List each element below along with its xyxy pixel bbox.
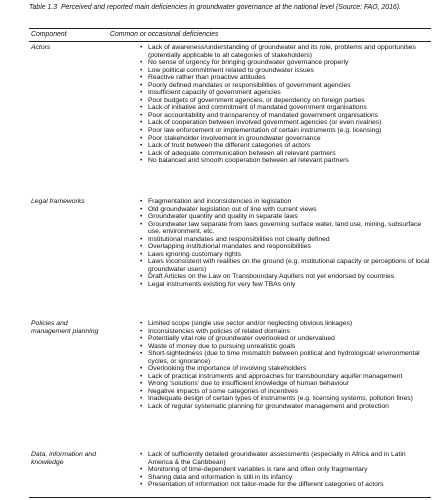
item-text: No sense of urgency for bringing groundwater governance properly — [148, 59, 349, 67]
list-item — [140, 281, 430, 289]
bullet-icon: • — [140, 395, 143, 403]
item-text: Old groundwater legislation out of line with current views — [148, 205, 317, 213]
item-text: Lack of initiative and commitment of mandated government organisations — [148, 104, 367, 112]
list-item — [140, 328, 430, 336]
item-text: Lack of practical instruments and approaches for transboundary aquifer management — [148, 372, 403, 380]
column-header-component: Component — [31, 31, 67, 38]
bullet-icon: • — [140, 372, 143, 380]
item-text: Institutional mandates and responsibilities not clearly defined — [148, 235, 330, 243]
bullet-icon: • — [140, 142, 143, 150]
deficiency-list — [140, 198, 430, 289]
list-item — [140, 474, 430, 482]
deficiency-list — [140, 451, 430, 489]
list-item — [140, 67, 430, 75]
bullet-icon: • — [140, 119, 143, 127]
item-text: Negative impacts of some categories of incentives — [148, 387, 299, 395]
component-label: Actors — [31, 44, 51, 51]
bullet-icon: • — [140, 44, 143, 51]
item-text: Presentation of information not tailor-made for the different categories of actors — [148, 481, 384, 489]
item-text: Monitoring of time-dependent variables is rare and often only fragmentary — [148, 466, 368, 474]
list-item — [140, 258, 430, 273]
list-item — [140, 97, 430, 105]
item-text: Groundwater law separate from laws governing surface water, land use, mining, subsurface use, environment, etc. — [148, 220, 422, 236]
item-text: No balanced and smooth cooperation between all relevant partners — [148, 157, 349, 165]
header-rule — [29, 41, 431, 42]
list-item — [140, 150, 430, 158]
item-text: Low political commitment related to groundwater issues — [148, 66, 314, 74]
bullet-icon: • — [140, 89, 143, 97]
list-item — [140, 451, 430, 466]
list-item — [140, 273, 430, 281]
list-item — [140, 213, 430, 221]
bullet-icon: • — [140, 365, 143, 373]
list-item — [140, 380, 430, 388]
bullet-icon: • — [140, 74, 143, 82]
bullet-icon: • — [140, 281, 143, 289]
item-text: Groundwater quantity and quality in separate laws — [148, 213, 298, 221]
item-text: Lack of adequate communication between all relevant partners — [148, 149, 336, 157]
bullet-icon: • — [140, 327, 143, 335]
bullet-icon: • — [140, 387, 143, 395]
list-item — [140, 236, 430, 244]
list-item — [140, 365, 430, 373]
list-item — [140, 74, 430, 82]
list-item — [140, 350, 430, 365]
item-text: Laws inconsistent with realities on the ground (e.g. institutional capacity or perceptions of local groundwater users) — [148, 258, 430, 273]
bullet-icon: • — [140, 320, 143, 327]
deficiency-list — [140, 44, 430, 165]
component-label: Data, information and knowledge — [31, 451, 96, 466]
list-item — [140, 373, 430, 381]
item-text: Lack of awareness/understanding of groundwater and its role, problems and opportunities (potentially applicable to all categories of stakeholders) — [148, 44, 416, 59]
item-text: Poor budgets of government agencies, or dependency on foreign parties — [148, 96, 365, 104]
item-text: Legal instruments existing for very few TBAs only — [148, 281, 296, 289]
list-item — [140, 243, 430, 251]
bottom-rule — [29, 497, 431, 498]
item-text: Fragmentation and inconsistencies in legislation — [148, 198, 292, 205]
component-label: Policies and management planning — [31, 320, 99, 335]
column-header-deficiencies: Common or occasional deficiencies — [110, 31, 219, 38]
table-number: Table 1.3 — [29, 4, 58, 11]
item-text: Reactive rather than proactive attitudes — [148, 74, 266, 82]
bullet-icon: • — [140, 205, 143, 213]
list-item — [140, 135, 430, 143]
item-text: Waste of money due to pursuing unrealistic goals — [148, 342, 296, 350]
bullet-icon: • — [140, 273, 143, 281]
bullet-icon: • — [140, 342, 143, 350]
bullet-icon: • — [140, 157, 143, 165]
bullet-icon: • — [140, 235, 143, 243]
component-label: Legal frameworks — [31, 198, 85, 205]
list-item — [140, 481, 430, 489]
item-text: Poor stakeholder involvement in groundwater governance — [148, 134, 321, 142]
list-item — [140, 206, 430, 214]
bullet-icon: • — [140, 134, 143, 142]
bullet-icon: • — [140, 198, 143, 205]
item-text: Lack of trust between the different categories of actors — [148, 142, 311, 150]
bullet-icon: • — [140, 481, 143, 489]
bullet-icon: • — [140, 380, 143, 388]
bullet-icon: • — [140, 250, 143, 258]
list-item — [140, 89, 430, 97]
list-item — [140, 127, 430, 135]
bullet-icon: • — [140, 81, 143, 89]
list-item — [140, 335, 430, 343]
bullet-icon: • — [140, 243, 143, 251]
list-item — [140, 466, 430, 474]
item-text: Inconsistencies with policies of related domains — [148, 327, 290, 335]
item-text: Potentially vital role of groundwater overlooked or undervalued — [148, 335, 335, 343]
list-item — [140, 403, 430, 411]
list-item — [140, 395, 430, 403]
table-title: Perceived and reported main deficiencies in groundwater governance at the national level (Source: FAO, 2016). — [60, 4, 401, 11]
item-text: Wrong ‘solutions’ due to insufficient knowledge of human behaviour — [148, 380, 350, 388]
item-text: Poorly defined mandates or responsibilities of government agencies — [148, 81, 351, 89]
bullet-icon: • — [140, 473, 143, 481]
item-text: Overlooking the importance of involving stakeholders — [148, 365, 307, 373]
list-item — [140, 251, 430, 259]
bullet-icon: • — [140, 59, 143, 67]
item-text: Limited scope (single use sector and/or neglecting obvious linkages) — [148, 320, 353, 327]
item-text: Laws ignoring customary rights — [148, 250, 242, 258]
bullet-icon: • — [140, 66, 143, 74]
bullet-icon: • — [140, 127, 143, 135]
item-text: Lack of regular systematic planning for groundwater management and protection — [148, 403, 389, 411]
bullet-icon: • — [140, 335, 143, 343]
bullet-icon: • — [140, 111, 143, 119]
item-text: Poor law enforcement or implementation of certain instruments (e.g. licensing) — [148, 127, 382, 135]
bullet-icon: • — [140, 220, 143, 228]
list-item — [140, 343, 430, 351]
list-item — [140, 142, 430, 150]
bullet-icon: • — [140, 104, 143, 112]
bullet-icon: • — [140, 258, 143, 266]
list-item — [140, 157, 430, 165]
bullet-icon: • — [140, 403, 143, 411]
bullet-icon: • — [140, 451, 143, 458]
list-item — [140, 104, 430, 112]
item-text: Lack of cooperation between involved government agencies (or even rivalries) — [148, 119, 382, 127]
list-item — [140, 59, 430, 67]
item-text: Sharing data and information is still in its infancy — [148, 473, 293, 481]
item-text: Short-sightedness (due to time mismatch between political and hydrological/ environmental cycles, or ignorance) — [148, 350, 420, 365]
item-text: Overlapping institutional mandates and responsibilities — [148, 243, 311, 251]
bullet-icon: • — [140, 149, 143, 157]
item-text: Draft Articles on the Law on Transboundary Aquifers not yet endorsed by countries — [148, 273, 395, 281]
item-text: Inadequate design of certain types of instruments (e.g. licensing systems, pollution fines) — [148, 395, 413, 403]
list-item — [140, 44, 430, 59]
item-text: Lack of sufficiently detailed groundwater assessments (especially in Africa and in Latin America & the Caribbean) — [148, 451, 406, 466]
list-item — [140, 119, 430, 127]
bullet-icon: • — [140, 350, 143, 358]
item-text: Poor accountability and transparency of mandated government organisations — [148, 111, 379, 119]
list-item — [140, 112, 430, 120]
list-item — [140, 82, 430, 90]
list-item — [140, 198, 430, 206]
list-item — [140, 221, 430, 236]
list-item — [140, 388, 430, 396]
table-caption — [29, 4, 431, 12]
top-rule — [29, 28, 431, 29]
bullet-icon: • — [140, 213, 143, 221]
bullet-icon: • — [140, 466, 143, 474]
list-item — [140, 320, 430, 328]
bullet-icon: • — [140, 96, 143, 104]
item-text: Insufficient capacity of government agencies — [148, 89, 281, 97]
deficiency-list — [140, 320, 430, 411]
